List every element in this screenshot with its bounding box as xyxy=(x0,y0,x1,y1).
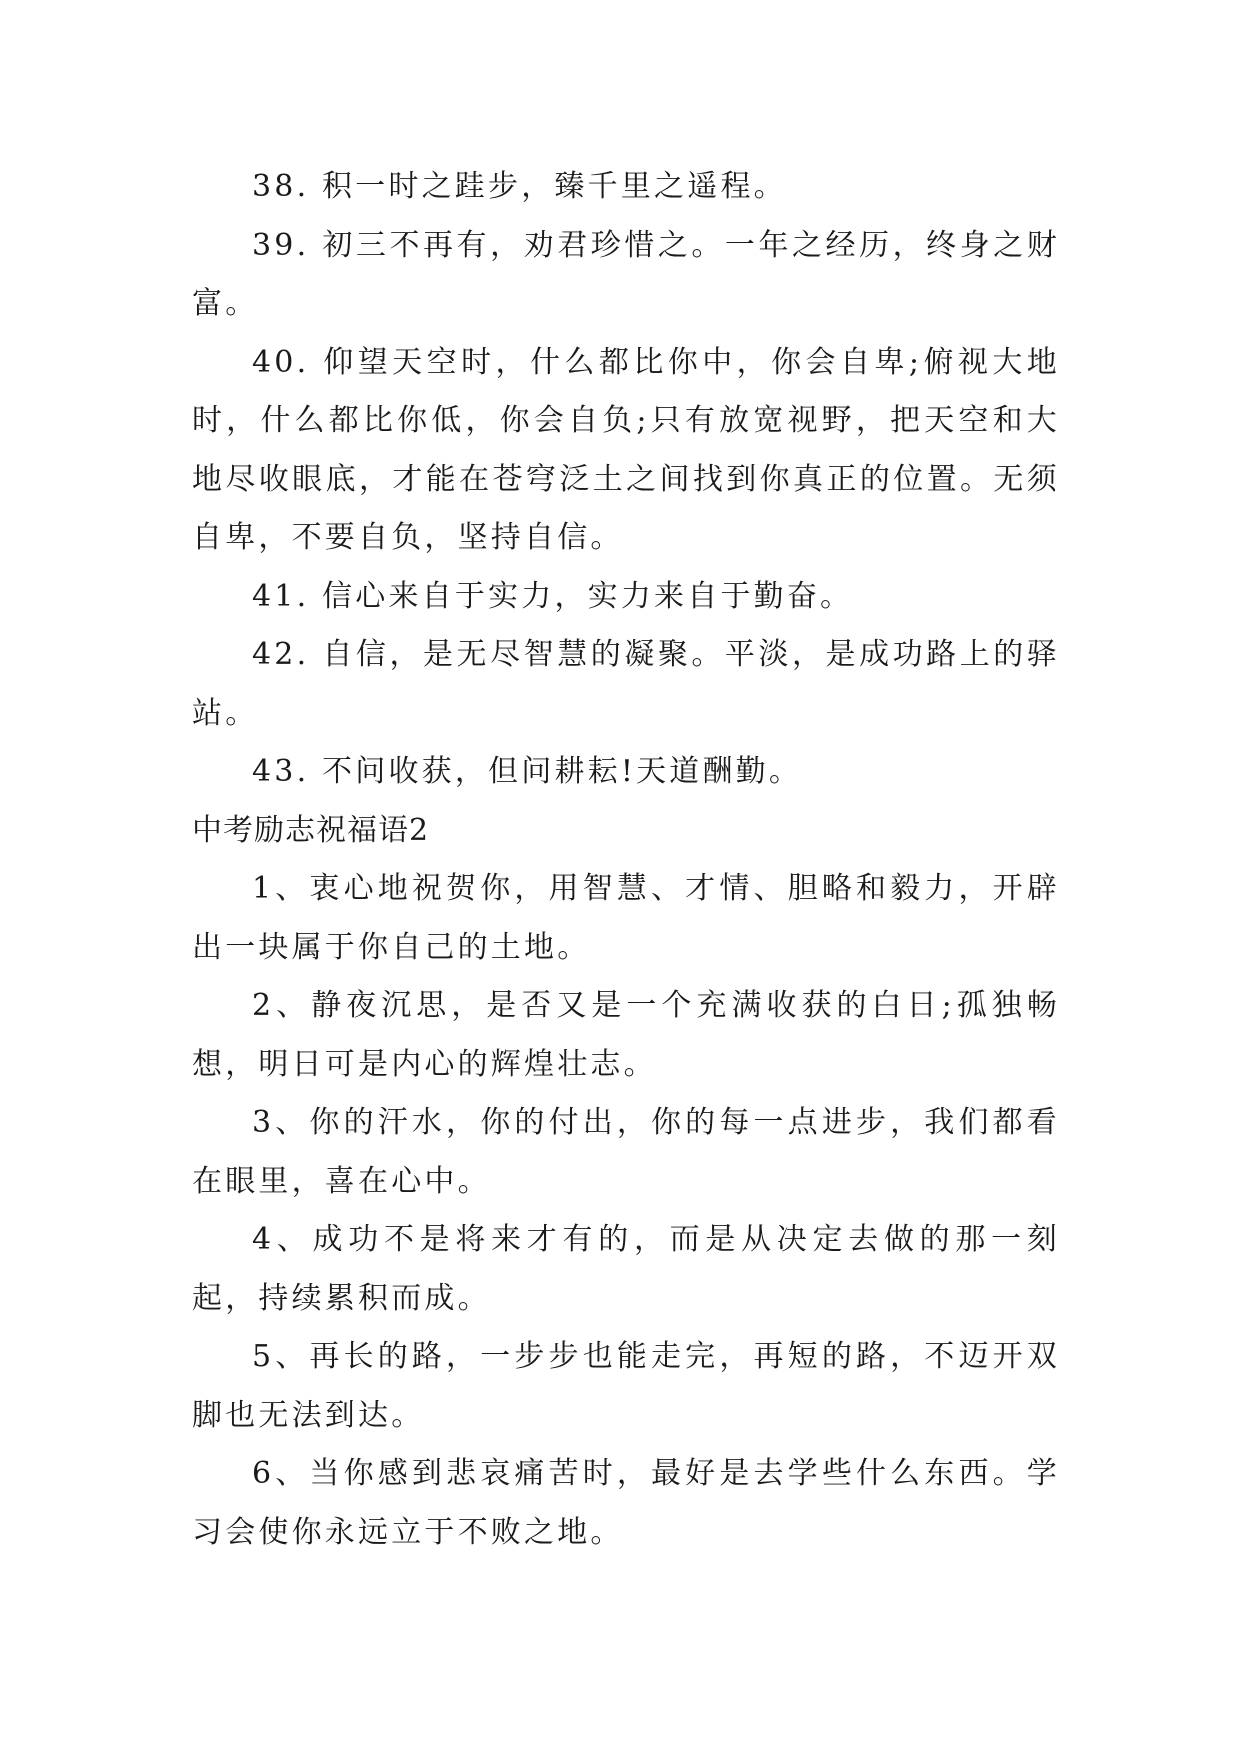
section-heading: 中考励志祝福语2 xyxy=(192,812,430,848)
paragraph-43: 43. 不问收获，但问耕耘!天道酬勤。 xyxy=(252,754,803,789)
paragraph-4: 4、成功不是将来才有的，而是从决定去做的那一刻起，持续累积而成。 xyxy=(192,1222,1060,1316)
paragraph-38: 38. 积一时之跬步，臻千里之遥程。 xyxy=(252,169,787,204)
paragraph-39: 39. 初三不再有，劝君珍惜之。一年之经历，终身之财富。 xyxy=(192,227,1060,321)
paragraph-40: 40. 仰望天空时，什么都比你中，你会自卑;俯视大地时，什么都比你低，你会自负;只有放宽视野，把天空和大地尽收眼底，才能在苍穹泛土之间找到你真正的位置。无须自卑，不要自负，坚持自信。 xyxy=(192,344,1060,555)
paragraph-42: 42. 自信，是无尽智慧的凝聚。平淡，是成功路上的驿站。 xyxy=(192,637,1060,731)
paragraph-6: 6、当你感到悲哀痛苦时，最好是去学些什么东西。学习会使你永远立于不败之地。 xyxy=(192,1456,1060,1550)
document-body xyxy=(192,158,1060,1562)
paragraph-5: 5、再长的路，一步步也能走完，再短的路，不迈开双脚也无法到达。 xyxy=(192,1339,1060,1433)
paragraph-1: 1、衷心地祝贺你，用智慧、才情、胆略和毅力，开辟出一块属于你自己的土地。 xyxy=(192,871,1060,965)
paragraph-3: 3、你的汗水，你的付出，你的每一点进步，我们都看在眼里，喜在心中。 xyxy=(192,1105,1060,1199)
paragraph-2: 2、静夜沉思，是否又是一个充满收获的白日;孤独畅想，明日可是内心的辉煌壮志。 xyxy=(192,988,1060,1082)
paragraph-41: 41. 信心来自于实力，实力来自于勤奋。 xyxy=(252,578,854,614)
